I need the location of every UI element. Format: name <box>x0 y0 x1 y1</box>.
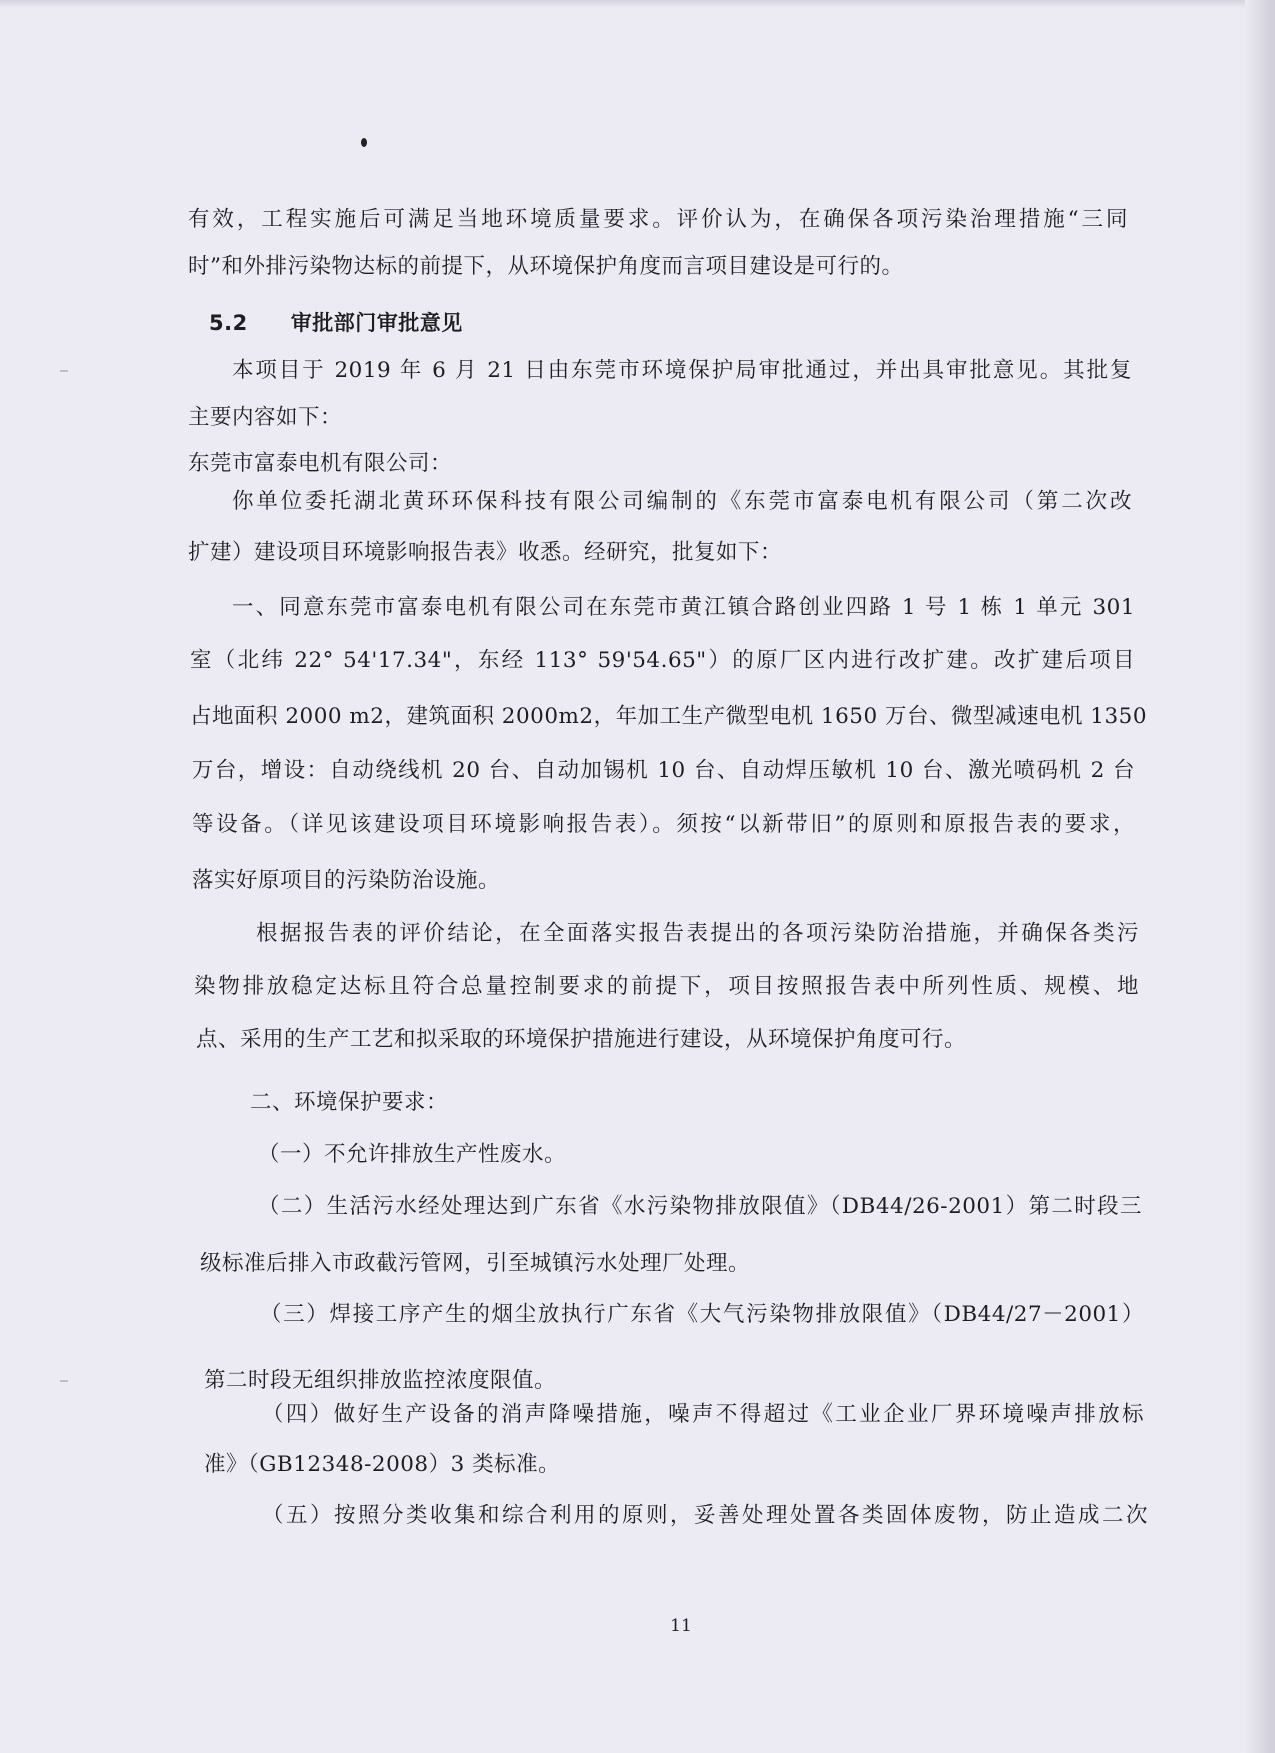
text-line: 主要内容如下： <box>188 405 343 430</box>
text-line: 点、采用的生产工艺和拟采取的环境保护措施进行建设，从环境保护角度可行。 <box>196 1027 967 1052</box>
text-line: 二、环境保护要求： <box>250 1090 449 1115</box>
text-line: 第二时段无组织排放监控浓度限值。 <box>204 1368 557 1393</box>
page-number: 11 <box>670 1616 692 1636</box>
scan-right-edge <box>1245 0 1275 1753</box>
text-line: 根据报告表的评价结论，在全面落实报告表提出的各项污染防治措施，并确保各类污 <box>256 921 1139 946</box>
scan-top-edge <box>0 0 1275 8</box>
text-line: 你单位委托湖北黄环环保科技有限公司编制的《东莞市富泰电机有限公司（第二次改 <box>232 489 1132 514</box>
text-line: 本项目于 2019 年 6 月 21 日由东莞市环境保护局审批通过，并出具审批意见。其批复 <box>232 358 1132 383</box>
text-line: 染物排放稳定达标且符合总量控制要求的前提下，项目按照报告表中所列性质、规模、地 <box>194 974 1139 999</box>
text-line: 万台，增设：自动绕线机 20 台、自动加锡机 10 台、自动焊压敏机 10 台、激光喷码机 2 台 <box>192 758 1135 783</box>
text-line: 时”和外排污染物达标的前提下，从环境保护角度而言项目建设是可行的。 <box>188 254 904 279</box>
text-line: 扩建）建设项目环境影响报告表》收悉。经研究，批复如下： <box>188 540 783 565</box>
text-line: 一、同意东莞市富泰电机有限公司在东莞市黄江镇合路创业四路 1 号 1 栋 1 单元 301 <box>232 595 1135 620</box>
text-line: （二）生活污水经处理达到广东省《水污染物排放限值》（DB44/26-2001）第二时段三 <box>258 1194 1142 1219</box>
text-line: （四）做好生产设备的消声降噪措施，噪声不得超过《工业企业厂界环境噪声排放标 <box>262 1402 1144 1427</box>
text-line: 东莞市富泰电机有限公司： <box>188 451 453 476</box>
scan-mark <box>60 1380 68 1382</box>
text-line: 级标准后排入市政截污管网，引至城镇污水处理厂处理。 <box>200 1251 751 1276</box>
text-line: （三）焊接工序产生的烟尘放执行广东省《大气污染物排放限值》（DB44/27－2001） <box>260 1302 1144 1327</box>
text-line: （五）按照分类收集和综合利用的原则，妥善处理处置各类固体废物，防止造成二次 <box>262 1503 1148 1528</box>
ink-dot <box>361 138 367 147</box>
text-line: 占地面积 2000 m2，建筑面积 2000m2，年加工生产微型电机 1650 万台、微型减速电机 1350 <box>190 704 1148 729</box>
text-line: 有效，工程实施后可满足当地环境质量要求。评价认为，在确保各项污染治理措施“三同 <box>188 207 1128 232</box>
section-heading: 5.2 审批部门审批意见 <box>209 311 463 335</box>
text-line: 室（北纬 22° 54'17.34"，东经 113° 59'54.65"）的原厂区内进行改扩建。改扩建后项目 <box>190 648 1135 673</box>
text-line: 等设备。（详见该建设项目环境影响报告表）。须按“以新带旧”的原则和原报告表的要求， <box>192 812 1135 837</box>
text-line: （一）不允许排放生产性废水。 <box>258 1142 567 1167</box>
text-line: 落实好原项目的污染防治设施。 <box>192 868 501 893</box>
text-line: 准》（GB12348-2008）3 类标准。 <box>204 1452 561 1477</box>
scan-mark <box>60 370 68 372</box>
